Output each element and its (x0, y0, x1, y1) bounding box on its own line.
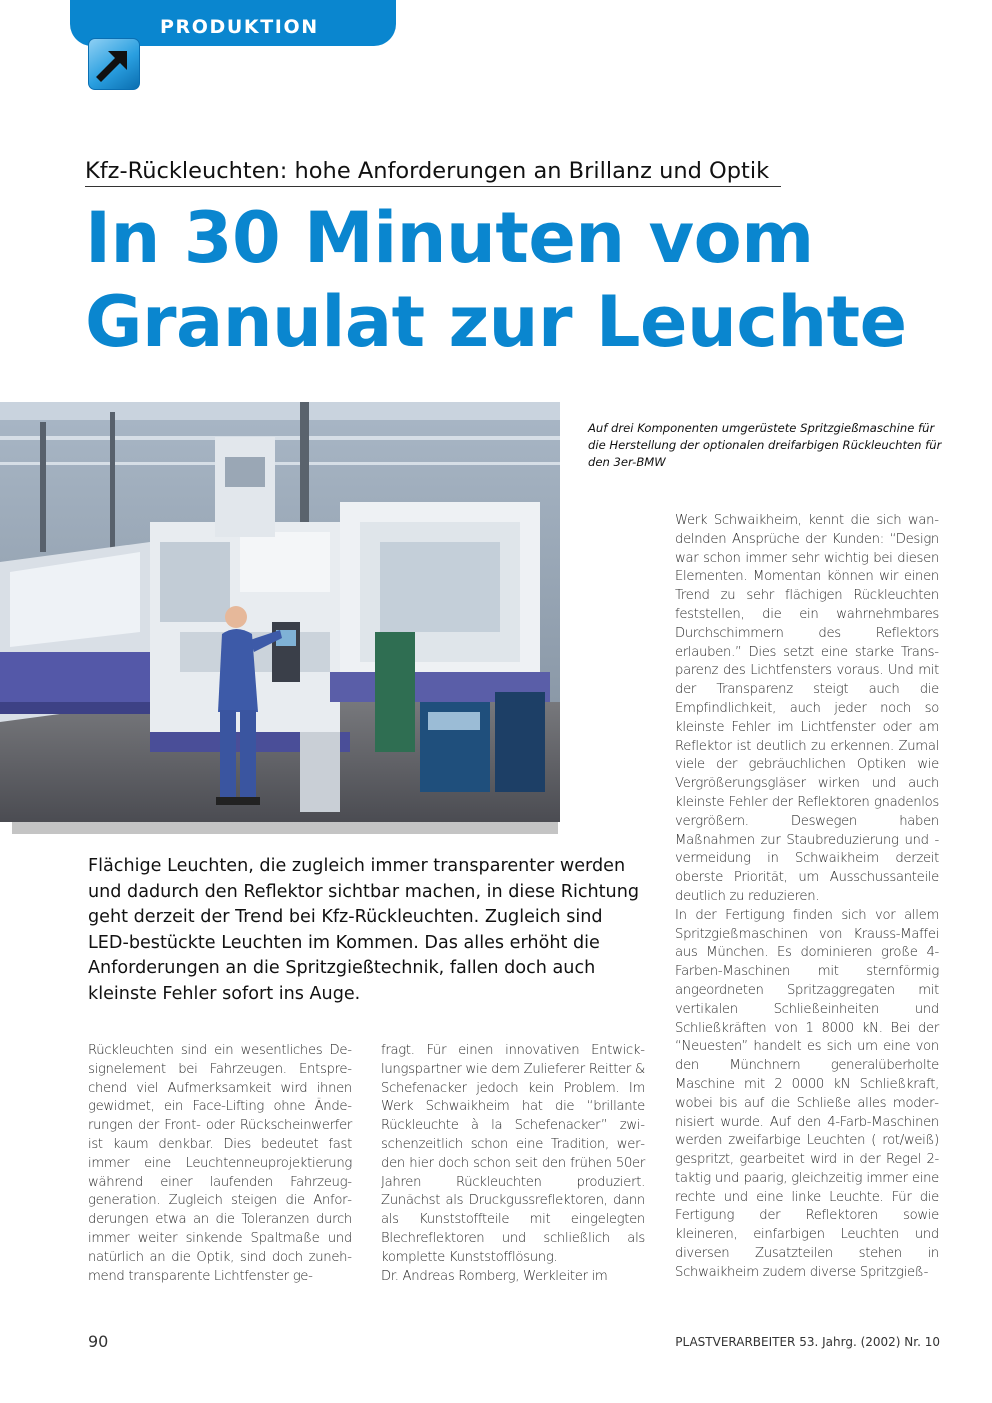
article-headline (85, 196, 945, 364)
section-label: PRODUKTION (160, 16, 319, 38)
arrow-up-right-icon (88, 38, 140, 90)
body-column-1 (88, 1042, 352, 1286)
page-number: 90 (88, 1332, 109, 1351)
body-paragraph: Werk Schwaikheim, kennt die sich wandelnden Ansprüche der Kunden: “Design war schon immer sehr wichtig bei diesen Elementen. Momentan können wir einen Trend zu sehr flächigen Rückleuchten feststellen, die ein wahrnehmbares Durchschimmern des Reflektors erlauben.” Dies setzt eine starke Transparenz des Lichtfensters voraus. Und mit der Transparenz steigt auch die Empfindlichkeit, auch jeder noch so kleinste Fehler im Lichtfenster oder am Reflektor ist deutlich zu erkennen. Zumal viele der gebräuchlichen Optiken wie Vergrößerungsgläser wirken und auch kleinste Fehler der Reflektoren gnadenlos vergrößern. Deswegen haben Maßnahmen zur Staubreduzierung und -vermeidung in Schwaikheim derzeit oberste Priorität, um Ausschussanteile deutlich zu reduzieren. (675, 513, 939, 904)
body-paragraph: In der Fertigung finden sich vor allem Spritzgießmaschinen von Krauss-Maffei aus München. Es dominieren große 4-Farben-Maschinen mit sternförmig angeordneten Spritzaggregaten mit vertikalen Schließeinheiten und Schließkräften von 1 8000 kN. Bei der “Neuesten” handelt es sich um eine von den Münchnern generalüberholte Maschine mit 2 0000 kN Schließkraft, wobei bis auf die Schließe alles modernisiert wurde. Auf den 4-Farb-Maschinen werden zweifarbige Leuchten ( rot/weiß) gespritzt, gearbeitet wird in der Regel 2-taktig und paarig, gleichzeitig immer eine rechte und eine linke Leuchte. Für die Fertigung der Reflektoren sowie kleineren, einfarbigen Leuchten und diversen Zusatzteilen stehen in Schwaikheim zudem diverse Spritzgieß- (675, 907, 939, 1280)
subtitle-rule (85, 186, 781, 187)
headline-line-2: Granulat zur Leuchte (85, 281, 907, 363)
journal-reference: PLASTVERARBEITER 53. Jahrg. (2002) Nr. 10 (675, 1335, 940, 1349)
machine-photo (0, 402, 560, 822)
photo-caption: Auf drei Komponenten umgerüstete Spritzgießmaschine für die Herstellung der optionalen dreifarbigen Rückleuchten für den 3er-BMW (588, 421, 942, 469)
body-column-3 (675, 512, 939, 1283)
body-paragraph: fragt. Für einen innovativen Entwicklungspartner wie dem Zulieferer Reitter & Schefenacker jedoch kein Problem. Im Werk Schwaikheim hat die “brillante Rückleuchte à la Schefenacker” zwischenzeitlich schon eine Tradition, werden hier doch schon seit den frühen 50er Jahren Rückleuchten produziert. Zunächst als Druckgussreflektoren, dann als Kunststoffteile mit eingelegten Blechreflektoren und schließlich als komplette Kunststofflösung. (381, 1043, 645, 1265)
article-lead: Flächige Leuchten, die zugleich immer transparenter werden und dadurch den Reflektor sichtbar machen, in diese Richtung geht derzeit der Trend bei Kfz-Rückleuchten. Zugleich sind LED-bestückte Leuchten im Kommen. Das alles erhöht die Anforderungen an die Spritzgießtechnik, fallen doch auch kleinste Fehler sofort ins Auge. (88, 856, 640, 1004)
headline-line-1: In 30 Minuten vom (85, 197, 814, 279)
body-paragraph: Rückleuchten sind ein wesentliches Designelement bei Fahrzeugen. Entsprechend viel Aufmerksamkeit wird ihnen gewidmet, ein Face-Lifting ohne Änderungen der Front- oder Rückscheinwerfer ist kaum denkbar. Dies bedeutet fast immer eine Leuchtenneuprojektierung während einer laufenden Fahrzeuggeneration. Zugleich steigen die Anforderungen etwa an die Toleranzen durch immer weiter sinkende Spaltmaße und natürlich an die Optik, sind doch zunehmend transparente Lichtfenster ge- (88, 1043, 352, 1284)
body-column-2 (381, 1042, 645, 1286)
article-subtitle: Kfz-Rückleuchten: hohe Anforderungen an Brillanz und Optik (85, 158, 770, 184)
body-paragraph: Dr. Andreas Romberg, Werkleiter im (381, 1268, 608, 1284)
